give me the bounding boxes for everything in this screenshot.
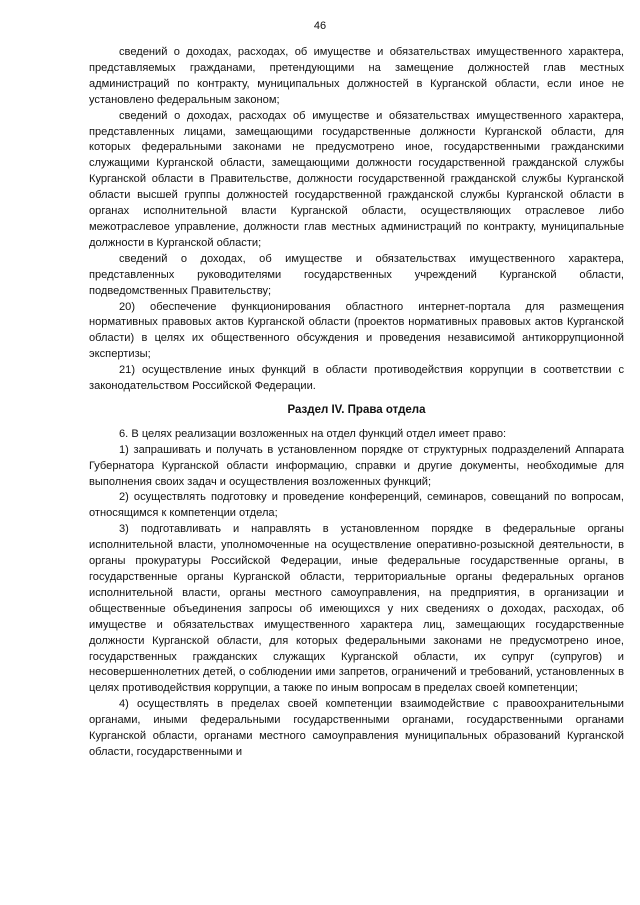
paragraph: 4) осуществлять в пределах своей компетенции взаимодействие с правоохранительными органами, иными федеральными государственными органами, государственными органами Курганской области, органами местного самоуправления муниципальных образований Курганской области, государственными и [89,698,624,758]
section-heading: Раздел IV. Права отдела [287,403,426,416]
paragraph: сведений о доходах, расходах, об имуществе и обязательствах имущественного характера, представляемых гражданами, претендующими на замещение должностей глав местных администраций по контракту, муниципальных должностей в Курганской области, если иное не установлено федеральным законом; [89,46,624,106]
paragraph: 6. В целях реализации возложенных на отдел функций отдел имеет право: [119,427,507,440]
paragraph: 20) обеспечение функционирования областного интернет-портала для размещения нормативных правовых актов Курганской области (проектов нормативных правовых актов Курганской области) в целях их общественного обсуждения и проведения независимой антикоррупционной экспертизы; [89,300,624,361]
document-body [89,45,624,761]
paragraph: сведений о доходах, об имуществе и обязательствах имущественного характера, представленных руководителями государственных учреждений Курганской области, подведомственных Правительству; [89,252,624,297]
paragraph: 2) осуществлять подготовку и проведение конференций, семинаров, совещаний по вопросам, относящимся к компетенции отдела; [89,491,624,520]
paragraph: 1) запрашивать и получать в установленном порядке от структурных подразделений Аппарата Губернатора Курганской области информацию, справки и другие документы, необходимые для выполнения своих задач и осуществления возложенных функций; [89,443,624,488]
paragraph: 3) подготавливать и направлять в установленном порядке в федеральные органы исполнительной власти, уполномоченные на осуществление оперативно-розыскной деятельности, в органы прокуратуры Российской Федерации, иные федеральные государственные органы, в государственные органы Курганской области, территориальные органы федеральных органов исполнительной власти, органы местного самоуправления, на предприятия, в организации и общественные объединения запросы об имеющихся у них сведениях о доходах, расходах, об имуществе и обязательствах имущественного характера лиц, замещающих государственные должности Курганской области, для которых федеральными законами не предусмотрено иное, государственных гражданских служащих Курганской области, их супруг (супругов) и несовершеннолетних детей, о соблюдении ими запретов, ограничений и требований, установленных в целях противодействия коррупции, а также по иным вопросам в пределах своей компетенции; [89,523,624,695]
page-number: 46 [313,20,327,32]
paragraph: сведений о доходах, расходах об имуществе и обязательствах имущественного характера, представленных лицами, замещающими государственные должности Курганской области, для которых федеральными законами не предусмотрено иное, государственными гражданскими служащими Курганской области, замещающими должности государственной гражданской службы Курганской области в Правительстве, должности государственной гражданской службы Курганской области высшей группы должностей государственной гражданской службы Курганской области в органах исполнительной власти Курганской области, осуществляющих отраслевое либо межотраслевое управление, должности глав местных администраций по контракту, муниципальные должности в Курганской области; [89,109,624,249]
paragraph: 21) осуществление иных функций в области противодействия коррупции в соответствии с законодательством Российской Федерации. [89,364,624,393]
